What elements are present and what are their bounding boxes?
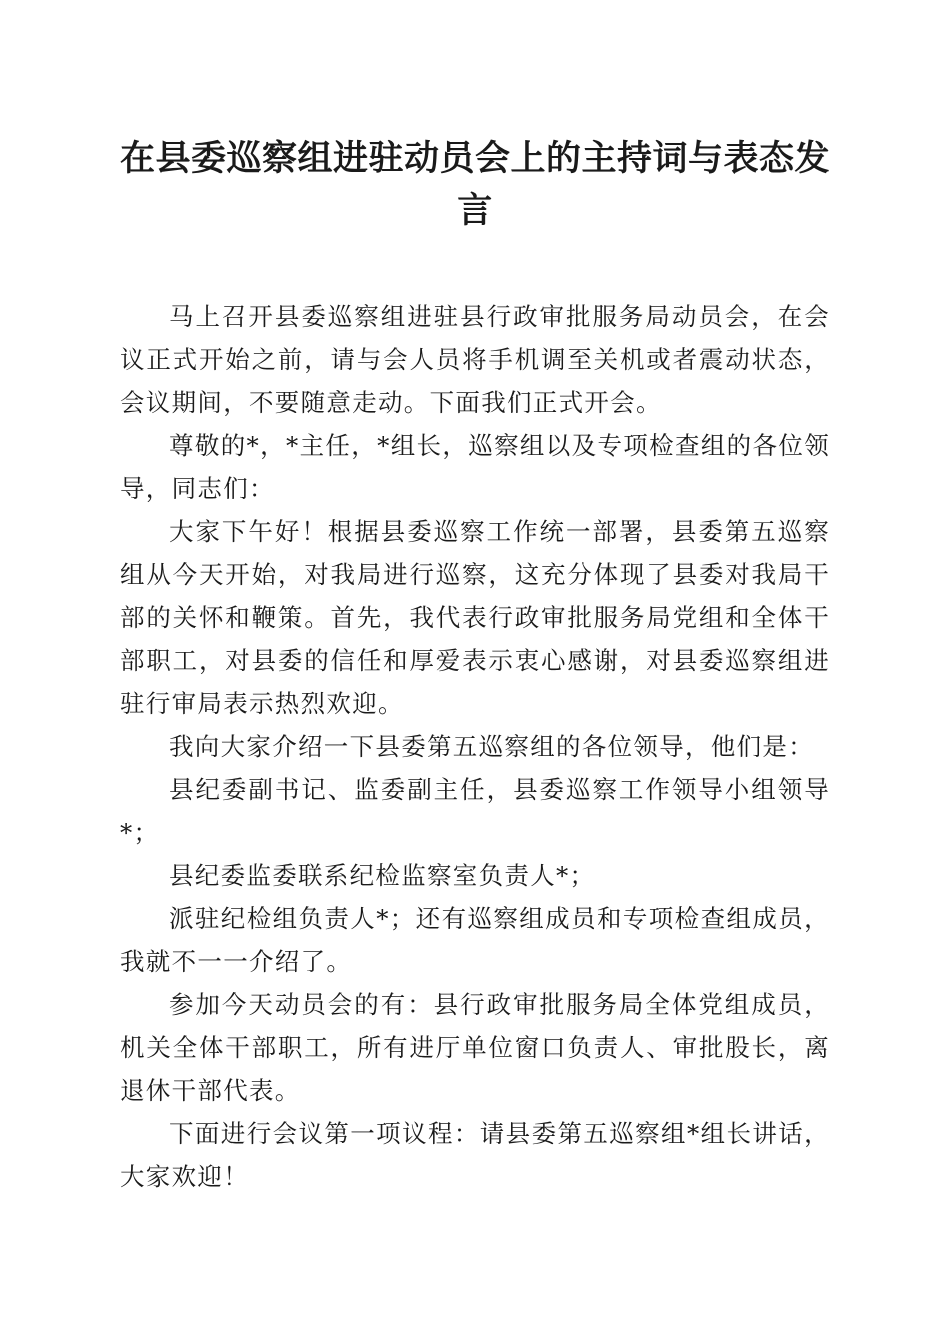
document-title: 在县委巡察组进驻动员会上的主持词与表态发言 (120, 138, 831, 231)
document-body (120, 295, 830, 1198)
paragraph-salutation: 尊敬的*，*主任，*组长，巡察组以及专项检查组的各位领导，同志们： (120, 431, 830, 503)
paragraph-leader-3: 派驻纪检组负责人*；还有巡察组成员和专项检查组成员，我就不一一介绍了。 (120, 904, 830, 976)
paragraph-agenda: 下面进行会议第一项议程：请县委第五巡察组*组长讲话，大家欢迎！ (120, 1119, 830, 1191)
paragraph-opening: 马上召开县委巡察组进驻县行政审批服务局动员会，在会议正式开始之前，请与会人员将手机调至关机或者震动状态，会议期间，不要随意走动。下面我们正式开会。 (120, 302, 830, 417)
paragraph-welcome: 大家下午好！根据县委巡察工作统一部署，县委第五巡察组从今天开始，对我局进行巡察，这充分体现了县委对我局干部的关怀和鞭策。首先，我代表行政审批服务局党组和全体干部职工，对县委的信任和厚爱表示衷心感谢，对县委巡察组进驻行审局表示热烈欢迎。 (120, 517, 830, 718)
paragraph-leader-2: 县纪委监委联系纪检监察室负责人*； (169, 861, 596, 890)
paragraph-leader-1: 县纪委副书记、监委副主任，县委巡察工作领导小组领导*； (120, 775, 830, 847)
paragraph-attendees: 参加今天动员会的有：县行政审批服务局全体党组成员，机关全体干部职工，所有进厅单位窗口负责人、审批股长，离退休干部代表。 (120, 990, 830, 1105)
paragraph-introduction: 我向大家介绍一下县委第五巡察组的各位领导，他们是： (169, 732, 814, 761)
